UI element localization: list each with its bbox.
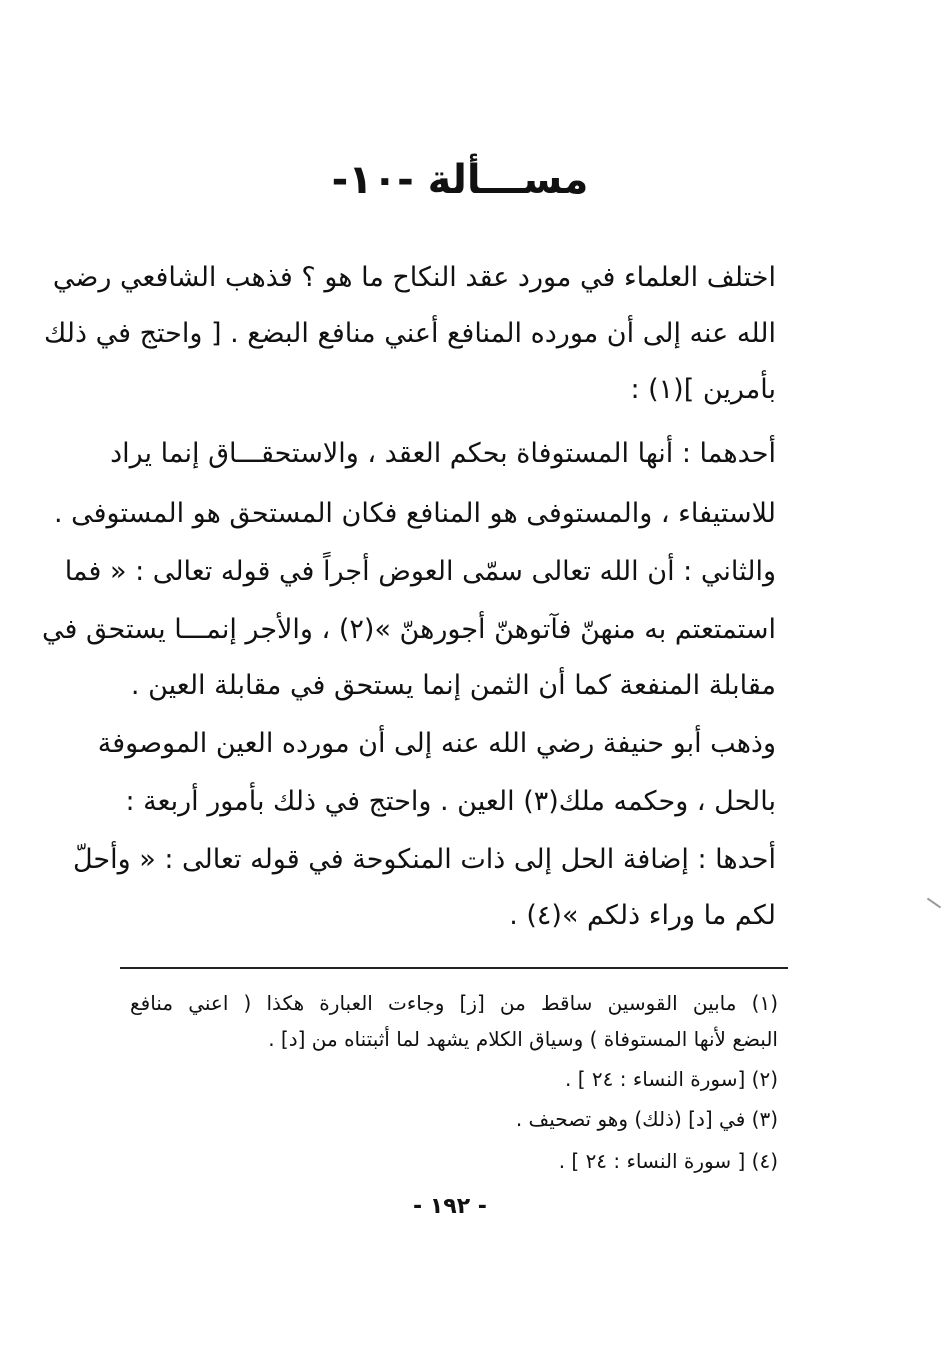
footnote-line: (٢) [سورة النساء : ٢٤ ] . [565, 1067, 778, 1091]
section-heading: مســـألة -١٠- [331, 157, 589, 203]
body-line: بالحل ، وحكمه ملك(٣) العين . واحتج في ذلك بأمور أربعة : [125, 786, 776, 817]
scan-artifact [927, 898, 941, 909]
footnote-line: (١) مابين القوسين ساقط من [ز] وجاءت العبارة هكذا ( اعني منافع [130, 991, 778, 1015]
body-line: اختلف العلماء في مورد عقد النكاح ما هو ؟ فذهب الشافعي رضي [52, 262, 776, 293]
body-line: استمتعتم به منهنّ فآتوهنّ أجورهنّ »(٢) ، والأجر إنمـــا يستحق في [42, 614, 776, 645]
body-line: للاستيفاء ، والمستوفى هو المنافع فكان المستحق هو المستوفى . [53, 498, 776, 529]
footnote-divider [120, 967, 788, 969]
body-line: أحدها : إضافة الحل إلى ذات المنكوحة في قوله تعالى : « وأحلّ [72, 844, 776, 875]
body-line: مقابلة المنفعة كما أن الثمن إنما يستحق في مقابلة العين . [130, 670, 776, 701]
footnote-line: (٣) في [د] (ذلك) وهو تصحيف . [515, 1107, 778, 1131]
body-line: الله عنه إلى أن مورده المنافع أعني منافع البضع . [ واحتج في ذلك [44, 318, 776, 349]
footnote-line: (٤) [ سورة النساء : ٢٤ ] . [558, 1149, 778, 1173]
body-line: والثاني : أن الله تعالى سمّى العوض أجراً في قوله تعالى : « فما [64, 556, 776, 587]
body-line: وذهب أبو حنيفة رضي الله عنه إلى أن مورده العين الموصوفة [97, 728, 776, 759]
footnote-line: البضع لأنها المستوفاة ) وسياق الكلام يشهد لما أثبتناه من [د] . [268, 1027, 778, 1051]
body-line: بأمرين ](١) : [630, 374, 776, 405]
body-line: أحدهما : أنها المستوفاة بحكم العقد ، والاستحقـــاق إنما يراد [110, 438, 776, 469]
page-number: - ١٩٢ - [413, 1194, 487, 1219]
body-line: لكم ما وراء ذلكم »(٤) . [509, 900, 776, 931]
